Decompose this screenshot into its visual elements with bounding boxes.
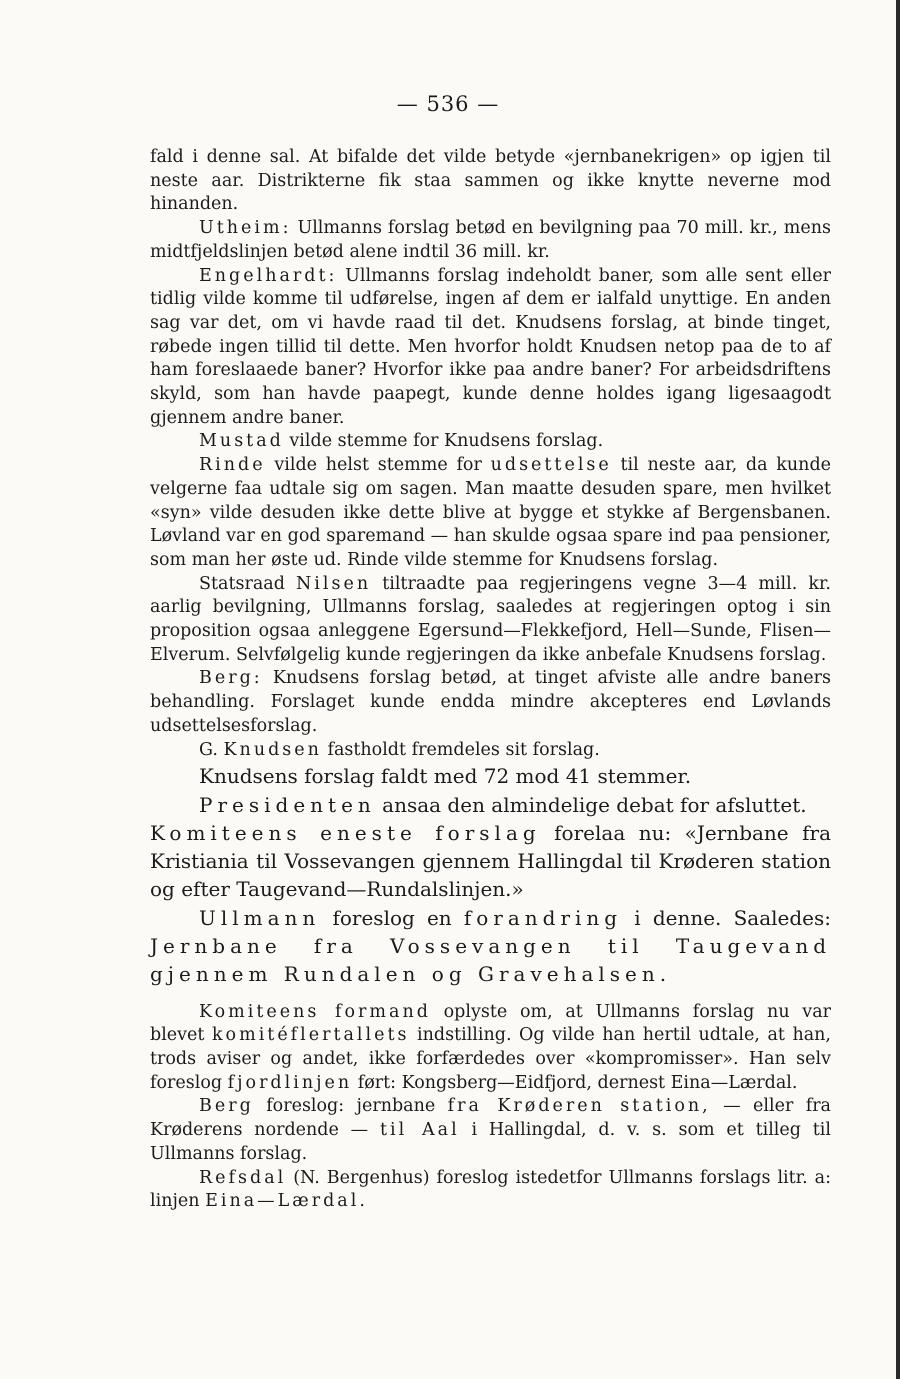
emphasis-text: til Aal (379, 1120, 460, 1141)
emphasis-text: fra Krøderen station, (447, 1096, 711, 1117)
emphasis-text: forandring (463, 905, 623, 930)
paragraph-komiteens-forslag: Komiteens eneste forslag forelaa nu: «Jernbane fra Kristiania til Vossevangen gjennem Hallingdal til Krøderen station og efter Taugevand—Rundalslinjen.» (150, 820, 831, 902)
speaker-name: Komiteens formand (199, 1001, 431, 1022)
speaker-name: Berg (199, 1096, 254, 1117)
emphasis-text: Eina—Lærdal. (205, 1191, 368, 1212)
paragraph-komiteens-formand: Komiteens formand oplyste om, at Ullmanns forslag nu var blevet komitéflertallets indstilling. Og vilde han hertil udtale, at han, trods aviser og andet, ikke forfærdedes over «kompromisser». Han selv foreslog fjordlinjen ført: Kongsberg—Eidfjord, dernest Eina—Lærdal. (150, 1001, 831, 1093)
speaker-name: Ullmann (199, 905, 321, 930)
speaker-name: Presidenten (199, 792, 376, 817)
speaker-name: Mustad (199, 431, 284, 452)
speaker-name: Rinde (199, 455, 266, 476)
vote-section (150, 762, 831, 988)
paragraph-refsdal: Refsdal (N. Bergenhus) foreslog istedetfor Ullmanns forslags litr. a: linjen Eina—Lærdal. (150, 1167, 831, 1212)
emphasis-text: Jernbane fra Vossevangen til Taugevand gjennem Rundalen og Gravehalsen. (150, 934, 831, 987)
speaker-name: Engelhardt: (199, 265, 338, 286)
paragraph-nilsen: Statsraad Nilsen tiltraadte paa regjeringens vegne 3—4 mill. kr. aarlig bevilgning, Ullmanns forslag, saaledes at regjeringen optog i sin proposition ogsaa anleggene Egersund—Flekkefjord, Hell—Sunde, Flisen—Elverum. Selvfølgelig kunde regjeringen da ikke anbefale Knudsens forslag. (150, 573, 831, 665)
paragraph-knudsen: G. Knudsen fastholdt fremdeles sit forslag. (199, 739, 600, 760)
paragraph-vote-result: Knudsens forslag faldt med 72 mod 41 stemmer. (199, 764, 692, 789)
page-number: — 536 — (396, 92, 500, 116)
paragraph-engelhardt: Engelhardt: Ullmanns forslag indeholdt baner, som alle sent eller tidlig vilde komme til udførelse, ingen af dem er ialfald unyttige. En anden sag var det, om vi havde raad til det. Knudsens forslag, at binde tinget, røbede ingen tillid til dette. Men hvorfor holdt Knudsen netop paa de to af ham foreslaaede baner? Hvorfor ikke paa andre baner? For arbeidsdriftens skyld, som han havde paapegt, kunde denne holdes igang ligesaagodt gjennem andre baner. (150, 265, 831, 428)
paragraph-mustad: Mustad vilde stemme for Knudsens forslag. (199, 431, 604, 452)
speaker-name: Utheim: (199, 218, 292, 239)
emphasis-text: udsettelse (490, 455, 612, 476)
emphasis-text: komitéflertallets (211, 1025, 410, 1046)
emphasis-text: Komiteens eneste forslag (150, 820, 541, 845)
paragraph-ullmann: Ullmann foreslog en forandring i denne. Saaledes: Jernbane fra Vossevangen til Taugevand gjennem Rundalen og Gravehalsen. (150, 905, 831, 987)
paragraph-1: fald i denne sal. At bifalde det vilde betyde «jernbanekrigen» op igjen til neste aar. Distrikterne fik staa sammen og ikke knytte neverne mod hinanden. (150, 147, 831, 215)
speaker-name: Knudsen (223, 739, 322, 760)
speaker-name: Berg: (199, 668, 263, 689)
paragraph-presidenten: Presidenten ansaa den almindelige debat for afsluttet. (199, 792, 807, 817)
paragraph-rinde: Rinde vilde helst stemme for udsettelse til neste aar, da kunde velgerne faa udtale sig om sagen. Man maatte desuden spare, men hvilket «syn» vilde desuden ikke dette blive at bygge et stykke af Bergensbanen. Løvland var en god sparemand — han skulde ogsaa spare ind paa pensioner, som man her øste ud. Rinde vilde stemme for Knudsens forslag. (150, 455, 832, 570)
paragraph-berg: Berg: Knudsens forslag betød, at tinget afviste alle andre baners behandling. Forslaget kunde endda mindre akcepteres end Løvlands udsettelsesforslag. (150, 668, 831, 736)
paragraph-utheim: Utheim: Ullmanns forslag betød en bevilgning paa 70 mill. kr., mens midtfjeldslinjen betød alene indtil 36 mill. kr. (150, 218, 831, 262)
speaker-name: Refsdal (199, 1167, 287, 1188)
emphasis-text: fjordlinjen (227, 1072, 353, 1093)
section-gap (150, 989, 831, 1001)
paragraph-berg-forslag: Berg foreslog: jernbane fra Krøderen station, — eller fra Krøderens nordende — til Aal i Hallingdal, d. v. s. som et tilleg til Ullmanns forslag. (150, 1096, 831, 1164)
page-body (150, 146, 831, 1214)
speaker-name: Nilsen (295, 573, 372, 594)
